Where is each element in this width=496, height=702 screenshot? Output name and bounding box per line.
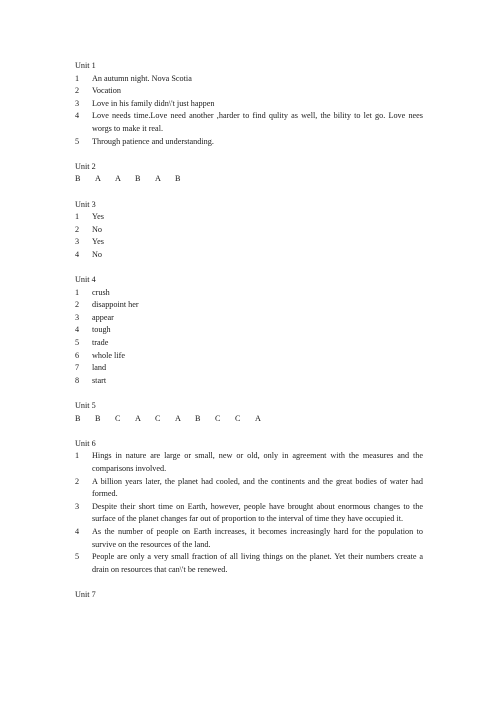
answer-number: 2 [75,476,80,486]
answer-item [75,73,423,86]
unit-title: Unit 3 [75,199,96,209]
answer-letters [75,173,423,186]
answer-letter: C [115,413,121,423]
answer-text: disappoint her [92,300,139,310]
answer-letter: A [155,174,161,184]
answer-number: 3 [75,237,80,247]
answer-text: Yes [92,212,104,222]
answer-text: crush [92,287,110,297]
answer-item [75,375,423,388]
unit-section [75,400,423,425]
answer-number: 2 [75,86,80,96]
answer-item [75,324,423,337]
answer-item [75,249,423,262]
answer-text: Love in his family didn\'t just happen [92,98,215,108]
answer-item [75,224,423,237]
answer-text: land [92,363,107,373]
answer-item [75,337,423,350]
answer-letter: B [135,174,141,184]
unit-title: Unit 1 [75,61,96,70]
answer-letter: C [235,413,241,423]
answer-text: Love needs time.Love need another ,harder to find qulity as well, the bility to let go. Love nees worgs to make it real. [92,111,423,133]
answer-number: 3 [75,312,80,322]
answer-letter: C [215,413,221,423]
answer-text: whole life [92,350,125,360]
answer-text: A billion years later, the planet had cooled, and the continents and the great bodies of water had formed. [92,476,423,499]
answer-number: 4 [75,325,80,335]
answer-letter: C [155,413,161,423]
answer-item [75,526,423,551]
unit-section [75,161,423,186]
unit-title: Unit 7 [75,589,96,599]
answer-text: Yes [92,237,104,247]
answer-letter: B [175,174,181,184]
answer-number: 7 [75,363,80,373]
answer-number: 4 [75,526,80,536]
unit-section [75,438,423,577]
unit-title: Unit 4 [75,275,96,285]
answer-letter: A [95,174,101,184]
answer-number: 1 [75,73,80,83]
unit-section [75,589,423,602]
answer-text: People are only a very small fraction of all living things on the planet. Yet their numbers create a drain on resources that can\'t be renewed. [92,552,423,574]
unit-section [75,60,423,148]
answer-letter: A [255,413,261,423]
answer-item [75,85,423,98]
answer-number: 3 [75,98,80,108]
answer-letters [75,413,423,426]
answer-number: 1 [75,451,80,461]
answer-number: 8 [75,375,80,385]
answer-number: 5 [75,136,80,146]
answer-letter: B [75,413,81,423]
answer-text: appear [92,312,114,322]
answer-item [75,450,423,475]
answer-number: 4 [75,249,80,259]
answer-number: 6 [75,350,80,360]
answer-letter: B [195,413,201,423]
unit-title: Unit 6 [75,438,96,448]
answer-item [75,211,423,224]
unit-title: Unit 2 [75,161,96,171]
answer-number: 1 [75,287,80,297]
answer-number: 5 [75,552,80,562]
answer-item [75,287,423,300]
answer-number: 1 [75,212,80,222]
answer-key-content [75,60,423,614]
answer-number: 3 [75,501,80,511]
answer-item [75,299,423,312]
answer-text: tough [92,325,111,335]
answer-text: trade [92,338,109,348]
unit-section [75,199,423,262]
answer-text: Hings in nature are large or small, new or old, only in agreement with the measures and the comparisons involved. [92,451,423,473]
answer-number: 4 [75,111,80,121]
answer-letter: B [75,174,81,184]
answer-item [75,476,423,501]
answer-number: 2 [75,224,80,234]
answer-text: start [92,375,107,385]
answer-item [75,501,423,526]
answer-item [75,98,423,111]
answer-letter: B [95,413,101,423]
answer-number: 2 [75,300,80,310]
answer-item [75,312,423,325]
answer-item [75,551,423,576]
answer-letter: A [135,413,141,423]
answer-item [75,236,423,249]
answer-text: Vocation [92,86,121,96]
answer-item [75,350,423,363]
answer-item [75,136,423,149]
unit-title: Unit 5 [75,401,96,411]
answer-number: 5 [75,338,80,348]
answer-item [75,110,423,135]
answer-text: As the number of people on Earth increases, it becomes increasingly hard for the population to survive on the resources of the land. [92,526,423,549]
answer-text: No [92,249,103,259]
unit-section [75,274,423,387]
answer-text: An autumn night. Nova Scotia [92,73,192,83]
answer-item [75,362,423,375]
answer-text: No [92,224,103,234]
answer-letter: A [115,174,121,184]
answer-letter: A [175,413,181,423]
answer-text: Through patience and understanding. [92,136,214,146]
answer-text: Despite their short time on Earth, however, people have brought about enormous changes to the surface of the planet changes far out of proportion to the interval of time they have occupied it. [92,501,423,524]
